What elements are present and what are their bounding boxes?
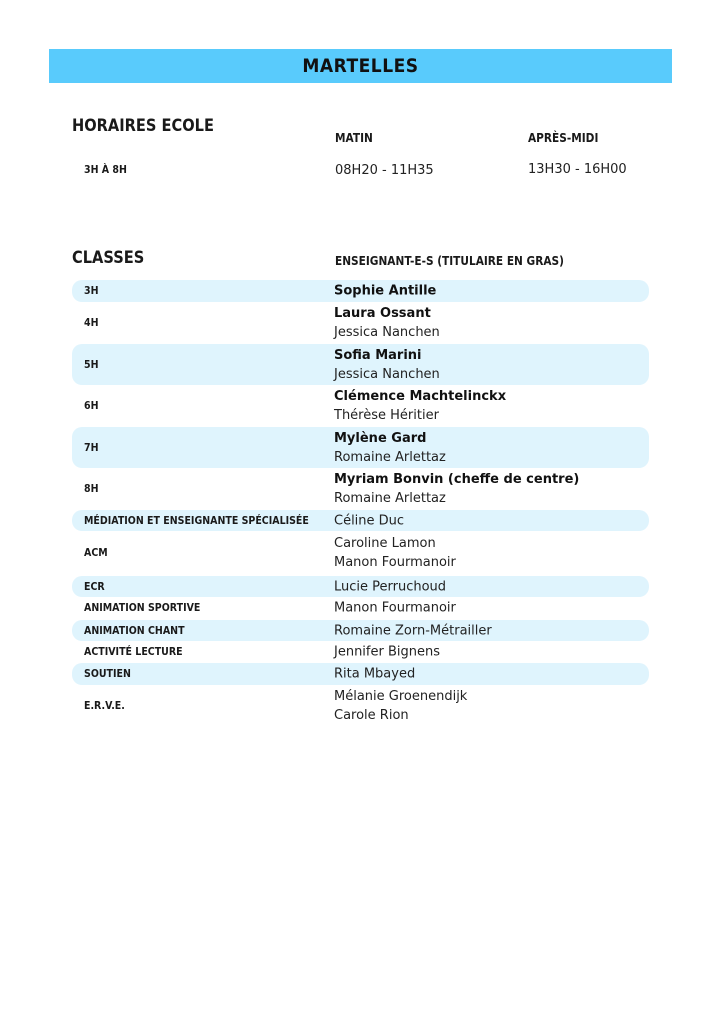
afternoon-column-header: APRÈS-MIDI [528, 131, 599, 145]
titular-teacher-name: Laura Ossant [334, 306, 431, 321]
morning-hours: 08H20 - 11H35 [335, 163, 434, 178]
table-row [72, 385, 649, 427]
teacher-list [334, 577, 446, 596]
teacher-list [334, 346, 440, 384]
table-row [72, 280, 649, 302]
class-label: 7H [84, 440, 99, 454]
teacher-name: Lucie Perruchoud [334, 579, 447, 594]
teacher-name: Thérèse Héritier [334, 408, 439, 423]
class-label: ACTIVITÉ LECTURE [84, 645, 183, 658]
teachers-column-header: ENSEIGNANT-E-S (TITULAIRE EN GRAS) [335, 254, 564, 268]
class-label: 3H [84, 284, 99, 297]
morning-column-header: MATIN [335, 131, 373, 145]
teacher-name: Manon Fourmanoir [334, 600, 456, 616]
teacher-name: Romaine Arlettaz [334, 491, 446, 506]
table-row [72, 344, 649, 385]
teacher-list [334, 687, 467, 725]
classes-heading: CLASSES [72, 248, 145, 268]
teacher-list [334, 621, 492, 640]
teacher-list [334, 470, 579, 508]
teacher-name: Jennifer Bignens [334, 644, 441, 660]
teacher-list [334, 665, 415, 684]
teacher-list [334, 304, 440, 342]
class-label: 5H [84, 357, 99, 371]
teacher-name: Mélanie Groenendijk [334, 689, 468, 704]
table-row [72, 468, 649, 510]
class-label: E.R.V.E. [84, 699, 125, 712]
class-label: ECR [84, 579, 105, 593]
teacher-name: Romaine Arlettaz [334, 449, 446, 465]
class-label: 4H [84, 316, 99, 329]
class-label: 6H [84, 399, 99, 412]
teacher-name: Rita Mbayed [334, 666, 416, 682]
teacher-list [334, 643, 440, 662]
class-label: 8H [84, 482, 99, 495]
teacher-list [334, 534, 456, 572]
table-row [72, 427, 649, 468]
titular-teacher-name: Sophie Antille [334, 283, 437, 299]
teacher-list [334, 599, 456, 618]
titular-teacher-name: Clémence Machtelinckx [334, 389, 507, 404]
teacher-list [334, 429, 446, 467]
horaires-row-label: 3H À 8H [84, 163, 127, 176]
table-row [72, 663, 649, 685]
teacher-list [334, 387, 506, 425]
titular-teacher-name: Mylène Gard [334, 430, 427, 446]
table-row [72, 302, 649, 344]
table-row [72, 597, 649, 619]
table-row [72, 510, 649, 531]
teacher-name: Manon Fourmanoir [334, 555, 456, 570]
table-row [72, 576, 649, 597]
title-banner [49, 49, 672, 83]
class-label: SOUTIEN [84, 667, 131, 680]
teacher-name: Jessica Nanchen [334, 366, 440, 382]
table-row [72, 620, 649, 641]
table-row [72, 641, 649, 663]
class-label: MÉDIATION ET ENSEIGNANTE SPÉCIALISÉE [84, 513, 309, 527]
afternoon-hours: 13H30 - 16H00 [528, 162, 627, 177]
page-title: MARTELLES [302, 55, 419, 77]
teacher-list [334, 282, 436, 301]
teacher-name: Céline Duc [334, 513, 405, 528]
teacher-name: Jessica Nanchen [334, 325, 440, 340]
teacher-list [334, 511, 404, 530]
teacher-name: Caroline Lamon [334, 536, 436, 551]
horaires-heading: HORAIRES ECOLE [72, 116, 214, 136]
teacher-name: Romaine Zorn-Métrailler [334, 623, 492, 638]
teacher-name: Carole Rion [334, 708, 409, 723]
table-row [72, 531, 649, 575]
titular-teacher-name: Myriam Bonvin (cheffe de centre) [334, 472, 580, 487]
class-label: ANIMATION SPORTIVE [84, 601, 201, 614]
class-label: ACM [84, 546, 108, 559]
table-row [72, 685, 649, 727]
class-label: ANIMATION CHANT [84, 623, 185, 637]
titular-teacher-name: Sofia Marini [334, 347, 422, 363]
